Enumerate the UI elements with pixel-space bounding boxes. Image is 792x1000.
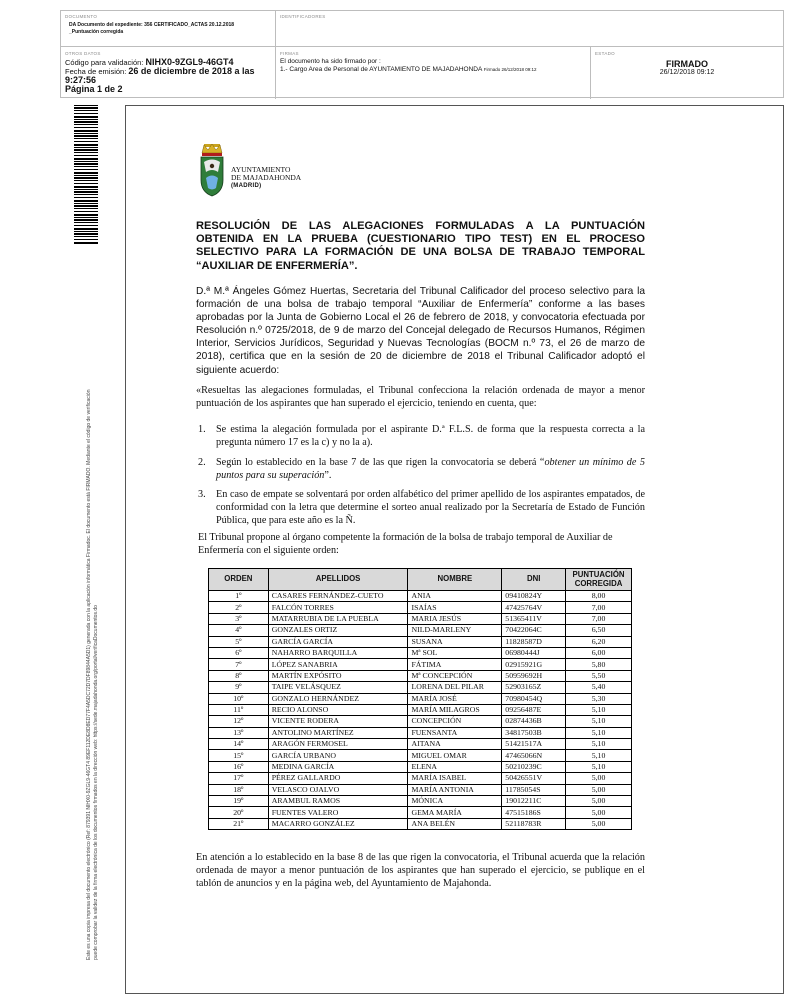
table-cell: FUENTES VALERO bbox=[268, 807, 408, 818]
table-cell: ANTOLINO MARTÍNEZ bbox=[268, 727, 408, 738]
table-cell: 06980444J bbox=[502, 647, 566, 658]
table-cell: 8,00 bbox=[566, 591, 632, 602]
table-cell: 7,00 bbox=[566, 602, 632, 613]
table-cell: RECIO ALONSO bbox=[268, 704, 408, 715]
table-cell: 70980454Q bbox=[502, 693, 566, 704]
table-row bbox=[209, 693, 632, 704]
table-row bbox=[209, 796, 632, 807]
table-cell: FÁTIMA bbox=[408, 659, 502, 670]
table-cell: 5,00 bbox=[566, 818, 632, 829]
table-row bbox=[209, 704, 632, 715]
table-cell: MÓNICA bbox=[408, 796, 502, 807]
table-row bbox=[209, 682, 632, 693]
table-header-row bbox=[209, 569, 632, 591]
table-row bbox=[209, 636, 632, 647]
table-cell: MACARRO GONZÁLEZ bbox=[268, 818, 408, 829]
table-cell: 52903165Z bbox=[502, 682, 566, 693]
table-cell: 12º bbox=[209, 716, 269, 727]
table-cell: 5,30 bbox=[566, 693, 632, 704]
propone-paragraph: El Tribunal propone al órgano competente la formación de la bolsa de trabajo temporal de Auxiliar de Enfermería con el siguiente orden: bbox=[198, 532, 613, 556]
col-dni: DNI bbox=[502, 569, 566, 591]
table-cell: 5,10 bbox=[566, 761, 632, 772]
table-cell: 20º bbox=[209, 807, 269, 818]
table-cell: 5,10 bbox=[566, 750, 632, 761]
table-cell: FALCÓN TORRES bbox=[268, 602, 408, 613]
table-body bbox=[209, 591, 632, 830]
table-cell: 5,50 bbox=[566, 670, 632, 681]
table-row bbox=[209, 727, 632, 738]
col-nombre: NOMBRE bbox=[408, 569, 502, 591]
firmas-cell bbox=[276, 47, 591, 99]
table-cell: TAIPE VELÁSQUEZ bbox=[268, 682, 408, 693]
table-cell: 11785054S bbox=[502, 784, 566, 795]
table-cell: VELASCO OJALVO bbox=[268, 784, 408, 795]
table-cell: 5,00 bbox=[566, 796, 632, 807]
table-row bbox=[209, 784, 632, 795]
identificadores-cell bbox=[276, 11, 783, 47]
coat-of-arms-icon bbox=[198, 142, 226, 198]
table-row bbox=[209, 818, 632, 829]
table-cell: 16º bbox=[209, 761, 269, 772]
table-cell: 50210239C bbox=[502, 761, 566, 772]
table-cell: 09410824Y bbox=[502, 591, 566, 602]
fecha-value: 26 de diciembre de 2018 a las 9:27:56 bbox=[65, 66, 255, 85]
table-cell: 47425764V bbox=[502, 602, 566, 613]
table-cell: 19º bbox=[209, 796, 269, 807]
table-cell: NAHARRO BARQUILLA bbox=[268, 647, 408, 658]
table-cell: 47515186S bbox=[502, 807, 566, 818]
list-item: 1. Se estima la alegación formulada por el aspirante D.ª F.L.S. de forma que la respuesta correcta a la pregunta número 17 es la c) y no la a). bbox=[198, 424, 645, 448]
estado-cell bbox=[591, 47, 783, 99]
table-cell: 15º bbox=[209, 750, 269, 761]
table-row bbox=[209, 647, 632, 658]
document-header bbox=[60, 10, 784, 98]
table-cell: ANIA bbox=[408, 591, 502, 602]
table-cell: MARÍA JOSÉ bbox=[408, 693, 502, 704]
table-cell: VICENTE RODERA bbox=[268, 716, 408, 727]
table-cell: 5,00 bbox=[566, 807, 632, 818]
documento-label: DOCUMENTO bbox=[65, 14, 98, 19]
table-cell: 5,10 bbox=[566, 739, 632, 750]
table-cell: Mª SOL bbox=[408, 647, 502, 658]
table-cell: 70422064C bbox=[502, 625, 566, 636]
table-cell: MIGUEL OMAR bbox=[408, 750, 502, 761]
table-cell: 6,00 bbox=[566, 647, 632, 658]
table-cell: ARAGÓN FERMOSEL bbox=[268, 739, 408, 750]
table-row bbox=[209, 659, 632, 670]
table-cell: MATARRUBIA DE LA PUEBLA bbox=[268, 613, 408, 624]
table-cell: GONZALO HERNÁNDEZ bbox=[268, 693, 408, 704]
table-cell: 5,40 bbox=[566, 682, 632, 693]
table-cell: LORENA DEL PILAR bbox=[408, 682, 502, 693]
table-row bbox=[209, 750, 632, 761]
intro-paragraph: D.ª M.ª Ángeles Gómez Huertas, Secretaria del Tribunal Calificador del proceso selectivo para la formación de una bolsa de trabajo temporal “Auxiliar de Enfermería” conforme a las bases aprobadas por la Junta de Gobierno Local el 26 de febrero de 2018, y convocatoria efectuada por Resolución n.º 0725/2018, de 9 de marzo del Concejal delegado de Recursos Humanos, Régimen Interior, Servicios Jurídicos, Seguridad y Nuevas Tecnologías (BOCM n.º 73, el 26 de marzo de 2018), certifica que en la sesión de 20 de diciembre de 2018 el Tribunal Calificador adoptó el siguiente acuerdo: bbox=[196, 286, 645, 376]
estado-date: 26/12/2018 09:12 bbox=[659, 69, 715, 76]
side-verification-text: Este es una copia impresa del documento electrónico (Ref: 879391 NIHX0-9ZGL9-46GT4 89EF112DE8D8ED77F4A5DC72D7DF89844A5D1) generada con la aplicación informática Firmadoc. El documento está FIRMADO. Mediante el código de verificación puede comprobar la validez de la firma electrónica de los documentos firmados en la dirección web: https://sede.majadahonda.org/portal/verificaDocumentos.do bbox=[86, 389, 99, 960]
table-row bbox=[209, 761, 632, 772]
table-cell: PÉREZ GALLARDO bbox=[268, 773, 408, 784]
table-cell: 5º bbox=[209, 636, 269, 647]
list-item: 2. Según lo establecido en la base 7 de las que rigen la convocatoria se deberá “obtener un mínimo de 5 puntos para su superación”. bbox=[198, 457, 645, 481]
table-cell: 13º bbox=[209, 727, 269, 738]
table-row bbox=[209, 625, 632, 636]
table-cell: 5,00 bbox=[566, 784, 632, 795]
estado-status: FIRMADO bbox=[666, 59, 708, 69]
table-cell: 6º bbox=[209, 647, 269, 658]
table-cell: 09256487E bbox=[502, 704, 566, 715]
documento-cell bbox=[61, 11, 276, 47]
table-cell: MEDINA GARCÍA bbox=[268, 761, 408, 772]
table-cell: 21º bbox=[209, 818, 269, 829]
table-cell: 02874436B bbox=[502, 716, 566, 727]
table-cell: 17º bbox=[209, 773, 269, 784]
col-puntuacion: PUNTUACIÓN CORREGIDA bbox=[566, 569, 632, 591]
table-cell: NILD-MARLENY bbox=[408, 625, 502, 636]
table-cell: 5,80 bbox=[566, 659, 632, 670]
table-cell: 11828587D bbox=[502, 636, 566, 647]
col-orden: ORDEN bbox=[209, 569, 269, 591]
barcode bbox=[74, 105, 98, 245]
codigo-validacion: Código para validación: NIHX0-9ZGL9-46GT4 bbox=[65, 57, 234, 67]
table-row bbox=[209, 716, 632, 727]
table-cell: 14º bbox=[209, 739, 269, 750]
table-cell: 34817503B bbox=[502, 727, 566, 738]
firmas-label: FIRMAS bbox=[280, 51, 299, 56]
pagina-count: Página 1 de 2 bbox=[65, 84, 123, 94]
table-cell: ISAÍAS bbox=[408, 602, 502, 613]
table-cell: 3º bbox=[209, 613, 269, 624]
table-cell: GEMA MARÍA bbox=[408, 807, 502, 818]
codigo-value: NIHX0-9ZGL9-46GT4 bbox=[145, 57, 234, 67]
list-item: 3. En caso de empate se solventará por orden alfabético del primer apellido de los aspirantes empatados, de conformidad con la letra que determine el sorteo anual realizado por la Secretaría de Estado de Función Pública, que para este año es la Ñ. bbox=[198, 489, 645, 526]
table-cell: 47465066N bbox=[502, 750, 566, 761]
table-cell: 52118783R bbox=[502, 818, 566, 829]
table-cell: 50426551V bbox=[502, 773, 566, 784]
table-cell: MARTÍN EXPÓSITO bbox=[268, 670, 408, 681]
table-cell: 5,10 bbox=[566, 716, 632, 727]
table-cell: MARÍA MILAGROS bbox=[408, 704, 502, 715]
table-cell: 5,10 bbox=[566, 704, 632, 715]
table-cell: 10º bbox=[209, 693, 269, 704]
table-cell: 7º bbox=[209, 659, 269, 670]
table-cell: SUSANA bbox=[408, 636, 502, 647]
table-cell: MARIA JESÚS bbox=[408, 613, 502, 624]
table-cell: GARCÍA GARCÍA bbox=[268, 636, 408, 647]
table-cell: Mª CONCEPCIÓN bbox=[408, 670, 502, 681]
col-apellidos: APELLIDOS bbox=[268, 569, 408, 591]
table-cell: 02915921G bbox=[502, 659, 566, 670]
table-cell: FUENSANTA bbox=[408, 727, 502, 738]
table-cell: GONZALES ORTIZ bbox=[268, 625, 408, 636]
table-cell: 5,10 bbox=[566, 727, 632, 738]
table-cell: 18º bbox=[209, 784, 269, 795]
table-row bbox=[209, 591, 632, 602]
identificadores-label: IDENTIFICADORES bbox=[280, 14, 326, 19]
final-paragraph: En atención a lo establecido en la base 8 de las que rigen la convocatoria, el Tribunal acuerda que la relación ordenada de mayor a menor puntuación de los aspirantes que han superado el ejercicio, se publique en el tablón de anuncios y en la página web, del Ayuntamiento de Majahonda. bbox=[196, 852, 645, 889]
table-cell: 7,00 bbox=[566, 613, 632, 624]
table-cell: 1º bbox=[209, 591, 269, 602]
firmante-fecha: Firmado 26/12/2018 09:12 bbox=[483, 67, 537, 72]
table-cell: LÓPEZ SANABRIA bbox=[268, 659, 408, 670]
table-cell: MARÍA ANTONIA bbox=[408, 784, 502, 795]
table-cell: 4º bbox=[209, 625, 269, 636]
table-row bbox=[209, 773, 632, 784]
table-row bbox=[209, 602, 632, 613]
table-cell: 19012211C bbox=[502, 796, 566, 807]
table-cell: 51365411V bbox=[502, 613, 566, 624]
table-row bbox=[209, 613, 632, 624]
table-cell: 51421517A bbox=[502, 739, 566, 750]
estado-label: ESTADO bbox=[595, 51, 615, 56]
table-row bbox=[209, 739, 632, 750]
documento-line-1: DA Documento del expediente: 356 CERTIFICADO_ACTAS 20.12.2018 bbox=[69, 22, 235, 28]
table-cell: 6,50 bbox=[566, 625, 632, 636]
table-cell: ARAMBUL RAMOS bbox=[268, 796, 408, 807]
otros-datos-cell bbox=[61, 47, 276, 99]
documento-line-2: _Puntuación corregida bbox=[69, 28, 124, 35]
table-cell: ELENA bbox=[408, 761, 502, 772]
table-cell: MARÍA ISABEL bbox=[408, 773, 502, 784]
table-cell: CONCEPCIÓN bbox=[408, 716, 502, 727]
table-cell: 6,20 bbox=[566, 636, 632, 647]
table-cell: 8º bbox=[209, 670, 269, 681]
candidates-table bbox=[208, 568, 632, 830]
table-row bbox=[209, 670, 632, 681]
firmante: 1.- Cargo Area de Personal de AYUNTAMIENTO DE MAJADAHONDA Firmado 26/12/2018 09:12 bbox=[280, 66, 537, 73]
otros-datos-label: OTROS DATOS bbox=[65, 51, 101, 56]
table-cell: ANA BELÉN bbox=[408, 818, 502, 829]
resolution-quote: «Resueltas las alegaciones formuladas, el Tribunal confecciona la relación ordenada de mayor a menor puntuación de los aspirantes que han superado el ejercicio, teniendo en cuenta, que: bbox=[196, 385, 645, 409]
fecha-emision: Fecha de emisión: 26 de diciembre de 2018 a las 9:27:56 bbox=[65, 66, 255, 85]
table-cell: 11º bbox=[209, 704, 269, 715]
table-cell: CASARES FERNÁNDEZ-CUETO bbox=[268, 591, 408, 602]
table-cell: 50959692H bbox=[502, 670, 566, 681]
table-cell: 5,00 bbox=[566, 773, 632, 784]
ayuntamiento-logo-text: AYUNTAMIENTO DE MAJADAHONDA (MADRID) bbox=[231, 165, 302, 189]
firmado-por: El documento ha sido firmado por : bbox=[280, 58, 381, 65]
table-cell: 9º bbox=[209, 682, 269, 693]
table-cell: AITANA bbox=[408, 739, 502, 750]
document-title: RESOLUCIÓN DE LAS ALEGACIONES FORMULADAS A LA PUNTUACIÓN OBTENIDA EN LA PRUEBA (CUESTIONARIO TIPO TEST) EN EL PROCESO SELECTIVO PARA LA FORMACIÓN DE UNA BOLSA DE TRABAJO TEMPORAL “AUXILIAR DE ENFERMERÍA”. bbox=[196, 220, 645, 272]
table-cell: GARCÍA URBANO bbox=[268, 750, 408, 761]
table-row bbox=[209, 807, 632, 818]
table-cell: 2º bbox=[209, 602, 269, 613]
